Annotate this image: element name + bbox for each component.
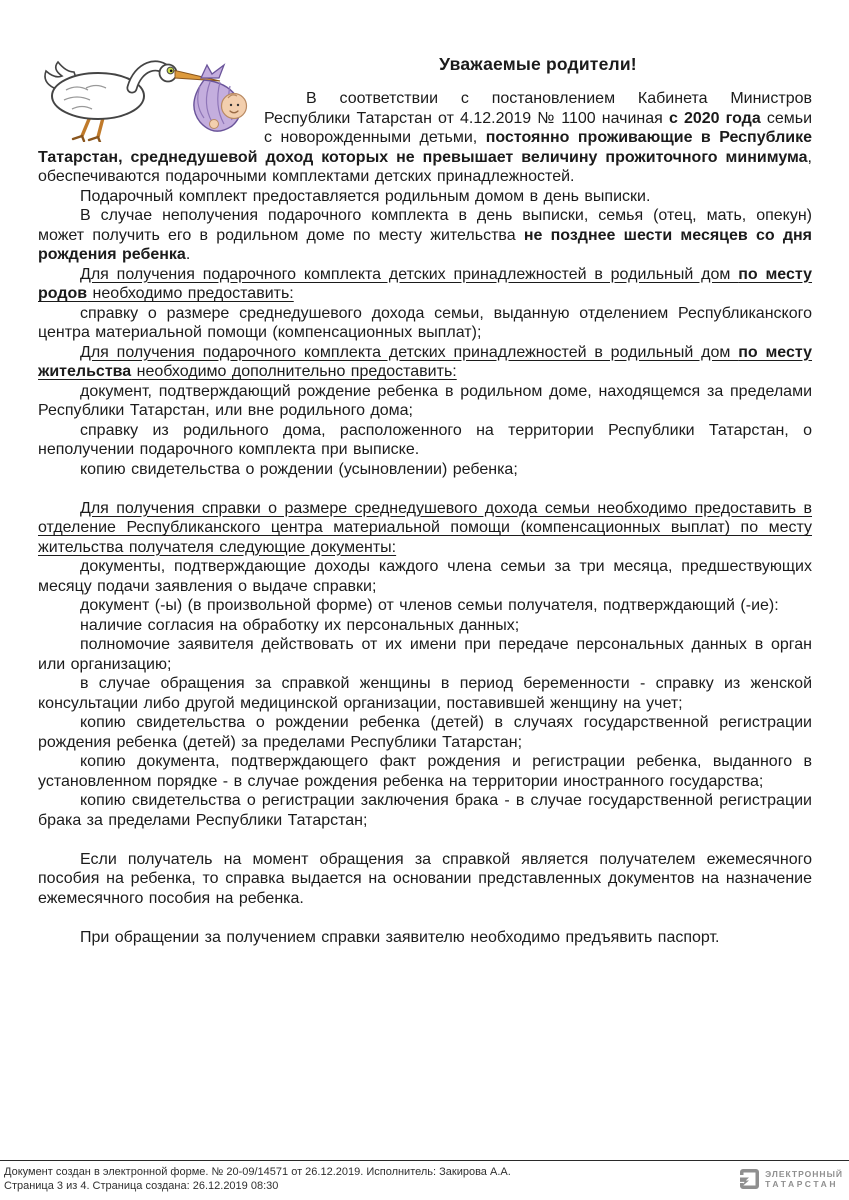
text-run: Для получения справки о размере среднедушевого дохода семьи необходимо предоставить в отделение Республиканского центра материальной помощи (компенсационных выплат) по месту жительства получателя следующие документы: [38,499,812,556]
text-run: Если получатель на момент обращения за справкой является получателем ежемесячного пособия на ребенка, то справка выдается на основании представленных документов на назначение ежемесячного пособия на ребенка. [38,850,812,907]
text-run: справку о размере среднедушевого дохода семьи, выданную отделением Республиканского центра материальной помощи (компенсационных выплат); [38,304,812,341]
text-run: В случае неполучения подарочного комплекта в день выписки, семья (отец, мать, опекун) может получить его в родильном доме по месту жительства [38,207,812,244]
text-run: Подарочный комплект предоставляется родильным домом в день выписки. [80,187,651,205]
text-run: Для получения подарочного комплекта детских принадлежностей в родильный дом [80,343,739,361]
paragraph [38,928,812,948]
text-run: копию свидетельства о регистрации заключения брака - в случае государственной регистрации брака за пределами Республики Татарстан; [38,792,812,829]
document-body [38,89,812,947]
text-run: по месту жительства [38,343,813,380]
text-run: документ, подтверждающий рождение ребенка в родильном доме, находящемся за пределами Республики Татарстан, или вне родильного дома; [38,382,812,419]
paragraph [38,596,812,616]
electronic-tatarstan-logo-text [765,1169,843,1189]
paragraph [38,460,812,480]
electronic-tatarstan-logo-icon [737,1167,761,1191]
paragraph [38,343,812,382]
text-run: с 2020 года [668,109,761,127]
text-run: полномочие заявителя действовать от их имени при передаче персональных данных в орган или организацию; [38,636,812,673]
paragraph [38,304,812,343]
text-run: копию свидетельства о рождении ребенка (детей) в случаях государственной регистрации рождения ребенка (детей) за пределами Республики Татарстан; [38,714,812,751]
paragraph [38,674,812,713]
text-run: документ (-ы) (в произвольной форме) от членов семьи получателя, подтверждающий (-ие): [80,597,779,614]
document-content [38,54,812,947]
paragraph [38,616,812,636]
footer-page-info: Страница 3 из 4. Страница создана: 26.12.2019 08:30 [4,1180,279,1192]
text-run: Для получения подарочного комплекта детских принадлежностей в родильный дом [80,265,739,283]
text-run: не позднее шести месяцев со дня рождения ребенка [38,226,812,263]
paragraph [38,635,812,674]
text-run: . [185,246,191,263]
paragraph [38,265,812,304]
text-run: семьи с новорожденными детьми, [264,109,813,146]
text-run: В соответствии с постановлением Кабинета Министров Республики Татарстан от 4.12.2019 № 1100 начиная [264,90,812,127]
text-run: копию свидетельства о рождении (усыновлении) ребенка; [80,460,518,478]
footer [0,1160,849,1200]
paragraph [38,187,812,207]
footer-meta [4,1165,511,1193]
paragraph [38,557,812,596]
paragraph [38,752,812,791]
text-run: документы, подтверждающие доходы каждого члена семьи за три месяца, предшествующих месяцу подачи заявления о выдаче справки; [38,558,812,595]
paragraph [38,499,812,558]
text-run: справку из родильного дома, расположенного на территории Республики Татарстан, о неполучении подарочного комплекта при выписке. [38,421,812,458]
paragraph [38,382,812,421]
text-run: копию документа, подтверждающего факт рождения и регистрации ребенка, выданного в установленном порядке - в случае рождения ребенка на территории иностранного государства; [38,753,812,790]
text-run: наличие согласия на обработку их персональных данных; [80,616,520,634]
text-run: При обращении за получением справки заявителю необходимо предъявить паспорт. [80,928,720,946]
text-run: по месту родов [38,265,813,302]
paragraph [38,791,812,830]
paragraph [38,850,812,909]
stork-baby-illustration [38,54,250,142]
paragraph [38,713,812,752]
paragraph [38,421,812,460]
paragraph [38,206,812,265]
text-run: , обеспечиваются подарочными комплектами детских принадлежностей. [38,148,812,185]
electronic-tatarstan-logo [737,1167,843,1191]
text-run: необходимо дополнительно предоставить: [131,363,457,380]
text-run: в случае обращения за справкой женщины в период беременности - справку из женской консультации либо другой медицинской организации, поставившей женщину на учет; [38,675,812,712]
page-title: Уважаемые родители! [439,54,637,74]
logo-line-1: ЭЛЕКТРОННЫЙ [765,1169,843,1179]
footer-doc-info: Документ создан в электронной форме. № 20-09/14571 от 26.12.2019. Исполнитель: Закирова А.А. [4,1166,511,1178]
logo-line-2: ТАТАРСТАН [765,1179,839,1189]
text-run: постоянно проживающие в Республике Татарстан, среднедушевой доход которых не превышает величину прожиточного минимума [38,129,812,166]
text-run: необходимо предоставить: [87,285,294,302]
